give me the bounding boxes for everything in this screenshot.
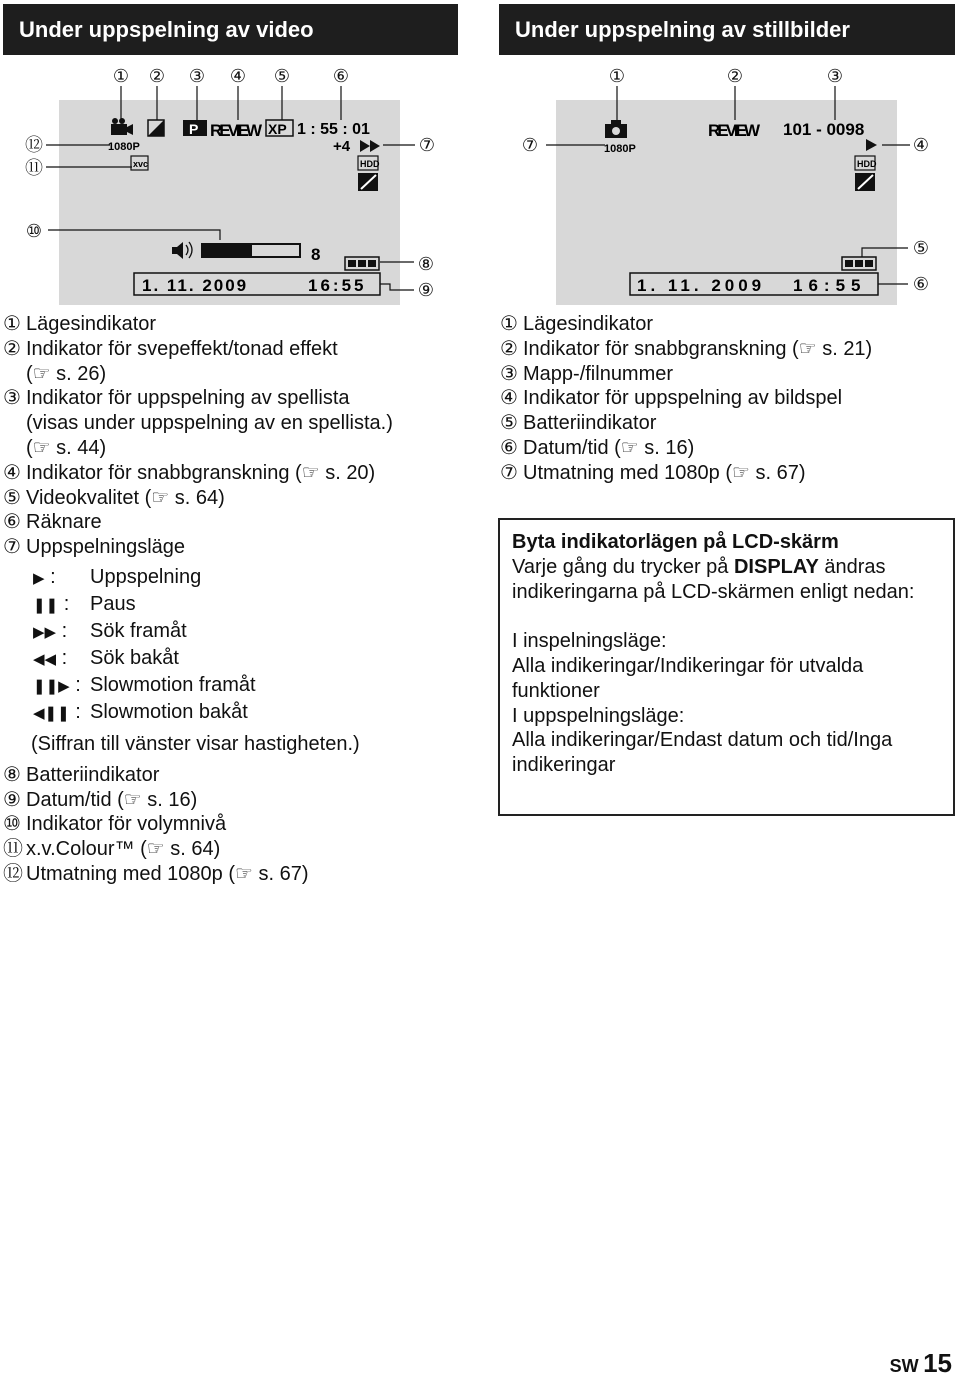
still-playback-header: Under uppspelning av stillbilder xyxy=(499,4,955,55)
callout-11: ⑪ xyxy=(25,158,43,178)
counter: 1 : 55 : 01 xyxy=(297,121,370,138)
legend-item: ⑤ Videokvalitet (☞ s. 64) xyxy=(3,486,225,509)
hdd-disabled-icon xyxy=(358,173,378,191)
still-screen-diagram xyxy=(498,58,960,308)
callout-10: ⑩ xyxy=(25,221,43,241)
video-playback-header: Under uppspelning av video xyxy=(3,4,458,55)
mode-label: Slowmotion bakåt xyxy=(90,700,248,723)
legend-item: ③ Indikator för uppspelning av spellista xyxy=(3,387,350,410)
xvc-icon: xvc xyxy=(133,159,149,169)
playback-mode-item xyxy=(33,699,458,726)
time: 16:55 xyxy=(308,276,367,295)
still-legend xyxy=(500,312,955,486)
mode-symbol-icon: ▶ : xyxy=(33,565,56,588)
playback-mode-item xyxy=(33,618,458,645)
callout-1: ① xyxy=(112,66,130,86)
display-mode-box xyxy=(498,518,955,816)
playback-mode-item xyxy=(33,591,458,618)
legend-item: ⑤ Batteriindikator xyxy=(500,412,657,435)
callout-6: ⑥ xyxy=(912,274,930,294)
mode-symbol-icon: ❚❚▶ : xyxy=(33,673,81,696)
display-button-label: DISPLAY xyxy=(733,555,819,578)
mode-symbol-icon: ◀◀ : xyxy=(33,646,68,669)
mode-label: Slowmotion framåt xyxy=(90,673,256,696)
legend-item: ⑧ Batteriindikator xyxy=(3,763,160,786)
playback-mode-options: Alla indikeringar/Endast datum och tid/Inga indikeringar xyxy=(512,729,893,777)
legend-item: ⑫ Utmatning med 1080p (☞ s. 67) xyxy=(3,862,309,885)
video-screen-diagram xyxy=(0,58,460,308)
callout-12: ⑫ xyxy=(25,135,43,155)
legend-item: ① Lägesindikator xyxy=(500,313,654,335)
callout-1: ① xyxy=(608,66,626,86)
legend-item: ③ Mapp-/filnummer xyxy=(500,362,674,385)
res-1080p: 1080P xyxy=(108,141,140,153)
mode-label: Sök framåt xyxy=(90,619,187,642)
legend-item: ⑥ Datum/tid (☞ s. 16) xyxy=(500,436,695,459)
res-1080p: 1080P xyxy=(604,143,636,155)
callout-5: ⑤ xyxy=(912,238,930,258)
legend-item: ④ Indikator för snabbgranskning (☞ s. 20) xyxy=(3,461,376,484)
legend-item: ⑥ Räknare xyxy=(3,511,102,534)
playlist-p-icon: P xyxy=(189,121,199,137)
hdd-disabled-icon xyxy=(855,173,875,191)
legend-item: (☞ s. 44) xyxy=(26,436,107,459)
legend-item: ⑪ x.v.Colour™ (☞ s. 64) xyxy=(3,838,221,861)
callout-8: ⑧ xyxy=(417,254,435,274)
xp-quality-icon: XP xyxy=(268,121,287,137)
date: 1. 11. 2009 xyxy=(637,276,766,295)
recording-mode-options: Alla indikeringar/Indikeringar för utvalda funktioner xyxy=(512,654,864,702)
review-icon: REVIEW xyxy=(210,121,262,140)
callout-2: ② xyxy=(148,66,166,86)
hdd-icon: HDD xyxy=(360,159,380,169)
playback-mode-item xyxy=(33,564,458,591)
legend-item: (☞ s. 26) xyxy=(26,362,107,385)
volume-level: 8 xyxy=(311,245,321,264)
legend-item: ① Lägesindikator xyxy=(3,313,157,335)
review-icon: REVIEW xyxy=(708,121,760,140)
legend-item: (visas under uppspelning av en spellista.) xyxy=(26,412,393,435)
callout-7: ⑦ xyxy=(521,135,539,155)
callout-3: ③ xyxy=(188,66,206,86)
legend-item: ② Indikator för svepeffekt/tonad effekt xyxy=(3,337,338,360)
file-number: 101 - 0098 xyxy=(783,120,865,139)
legend-item: ⑨ Datum/tid (☞ s. 16) xyxy=(3,788,198,811)
modes-note: (Siffran till vänster visar hastigheten.) xyxy=(31,732,360,755)
mode-symbol-icon: ▶▶ : xyxy=(33,619,68,642)
mode-label: Paus xyxy=(90,592,136,615)
legend-item: ④ Indikator för uppspelning av bildspel xyxy=(500,387,843,410)
speed: +4 xyxy=(333,138,351,155)
playback-mode-label: I uppspelningsläge: xyxy=(512,704,685,727)
callout-9: ⑨ xyxy=(417,280,435,300)
date: 1. 11. 2009 xyxy=(142,276,249,295)
callout-2: ② xyxy=(726,66,744,86)
mode-label: Sök bakåt xyxy=(90,646,179,669)
legend-item: ⑦ Utmatning med 1080p (☞ s. 67) xyxy=(500,461,806,484)
hdd-icon: HDD xyxy=(857,159,877,169)
playback-mode-item xyxy=(33,672,458,699)
box-title: Byta indikatorlägen på LCD-skärm xyxy=(512,531,839,553)
playback-mode-item xyxy=(33,645,458,672)
mode-label: Uppspelning xyxy=(90,565,202,588)
callout-4: ④ xyxy=(229,66,247,86)
playback-modes xyxy=(33,564,458,726)
page-number: SW 15 xyxy=(889,1348,952,1378)
mode-symbol-icon: ◀❚❚ : xyxy=(33,700,81,723)
legend-item: ⑦ Uppspelningsläge xyxy=(3,536,186,559)
legend-item: ② Indikator för snabbgranskning (☞ s. 21) xyxy=(500,337,873,360)
legend-item: ⑩ Indikator för volymnivå xyxy=(3,813,227,836)
callout-4: ④ xyxy=(912,135,930,155)
mode-symbol-icon: ❚❚ : xyxy=(33,592,70,615)
callout-5: ⑤ xyxy=(273,66,291,86)
callout-6: ⑥ xyxy=(332,66,350,86)
time: 16:55 xyxy=(793,276,867,295)
callout-3: ③ xyxy=(826,66,844,86)
recording-mode-label: I inspelningsläge: xyxy=(512,630,667,653)
box-paragraph: Varje gång du trycker på DISPLAY ändras indikeringarna på LCD-skärmen enligt nedan: xyxy=(512,555,915,603)
video-legend xyxy=(3,312,458,887)
callout-7: ⑦ xyxy=(418,135,436,155)
